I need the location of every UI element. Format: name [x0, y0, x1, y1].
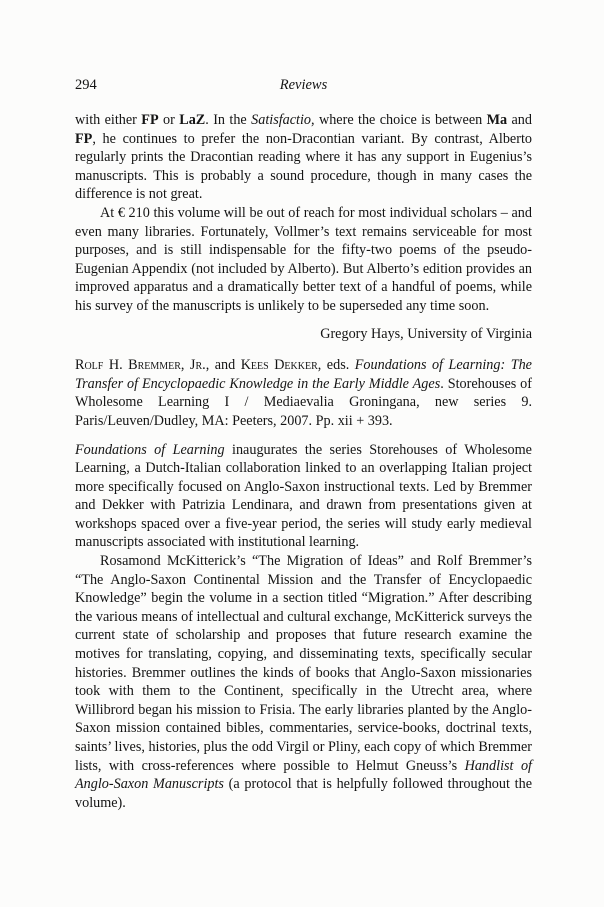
page-number: 294 [75, 77, 97, 93]
review-paragraph: Foundations of Learning inaugurates the series Storehouses of Wholesome Learning, a Dutch-Italian collaboration linked to an overlapping Italian project more specifically focused on Anglo-Saxon instructional texts. Led by Bremmer and Dekker with Patrizia Lendinara, and drawn from presentations given at workshops spaced over a five-year period, the series will study early medieval manuscripts associated with institutional learning. [75, 441, 532, 551]
review-paragraph: At € 210 this volume will be out of reach for most individual scholars – and even many libraries. Fortunately, Vollmer’s text remains serviceable for most purposes, and is still indispensable for the fifty-two poems of the pseudo-Eugenian Appendix (not included by Alberto). But Alberto’s edition provides an improved apparatus and a dramatically better text of a handful of poems, while his survey of the manuscripts is unlikely to be superseded any time soon. [75, 204, 532, 314]
text-block [75, 76, 532, 812]
running-title: Reviews [279, 77, 328, 93]
reviewer-attribution: Gregory Hays, University of Virginia [320, 325, 532, 342]
review-bremmer-dekker-section [75, 356, 532, 812]
review-paragraph: with either FP or LaZ. In the Satisfactio, where the choice is between Ma and FP, he continues to prefer the non-Dracontian variant. By contrast, Alberto regularly prints the Dracontian reading where it has any support in Eugenius’s manuscripts. This is probably a sound procedure, though in many cases the difference is not great. [75, 112, 532, 203]
book-citation: Rolf H. Bremmer, Jr., and Kees Dekker, eds. Foundations of Learning: The Transfer of Encyclopaedic Knowledge in the Early Middle Ages. Storehouses of Wholesome Learning I / Mediaevalia Groningana, new series 9. Paris/Leuven/Dudley, MA: Peeters, 2007. Pp. xii + 393. [75, 357, 533, 429]
review-hays-section [75, 111, 532, 343]
review-paragraph: Rosamond McKitterick’s “The Migration of Ideas” and Rolf Bremmer’s “The Anglo-Saxon Continental Mission and the Transfer of Encyclopaedic Knowledge” begin the volume in a section titled “Migration.” After describing the various means of intellectual and cultural exchange, McKitterick surveys the current state of scholarship and proposes that future research examine the motives for translating, copying, and disseminating texts, specifically secular histories. Bremmer outlines the kinds of books that Anglo-Saxon missionaries took with them to the Continent, specifically in the Utrecht area, where Willibrord began his mission to Frisia. The early libraries planted by the Anglo-Saxon mission contained bibles, commentaries, service-books, doctrinal texts, saints’ lives, histories, plus the odd Virgil or Pliny, each copy of which Bremmer lists, with cross-references where possible to Helmut Gneuss’s Handlist of Anglo-Saxon Manuscripts (a protocol that is helpfully followed throughout the volume). [75, 553, 532, 811]
page-header [75, 76, 532, 95]
